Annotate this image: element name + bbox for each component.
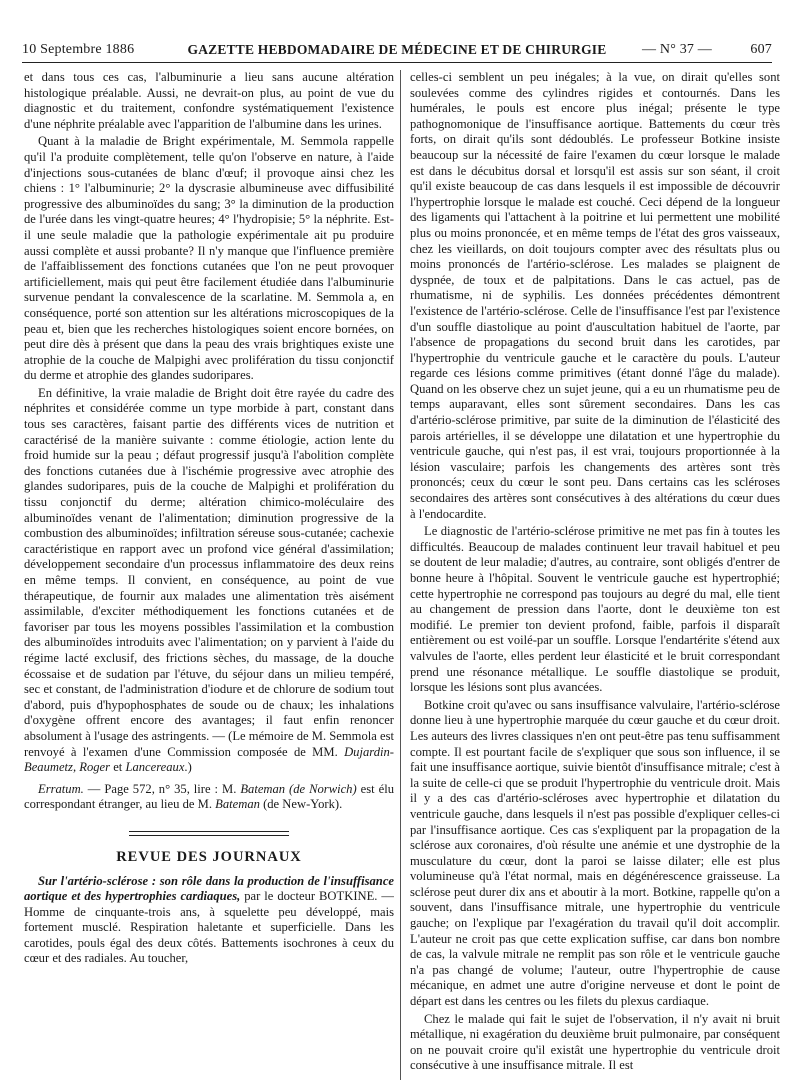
- page-header: [22, 40, 772, 63]
- section-separator: [129, 831, 289, 836]
- article-intro: [24, 874, 394, 968]
- paragraph-3-end: .): [184, 760, 192, 775]
- issue-number: — N° 37 —: [641, 42, 712, 57]
- article-intro-text: par le docteur BOTKINE. — Homme de cinquante-trois ans, à squelette peu développé, mais fortement musclé. Respiration haletante et superficielle. Dans les carotides, pouls égal des deux côtés. Battements isochrones à ceux du cœur et des radiales. Au toucher,: [24, 889, 394, 966]
- left-paragraph-1: et dans tous ces cas, l'albuminurie a lieu sans aucune altération histologique préalable. Aussi, ne devrait-on plus, au point de vue du diagnostic et du traitement, confondre systématiquement l'existence d'une néphrite préalable avec l'apparition de l'albumine dans les urines.: [24, 70, 394, 131]
- erratum-mid: est élu correspondant étranger, au lieu de M.: [24, 781, 394, 812]
- erratum-paragraph: [24, 782, 394, 813]
- left-column: [24, 70, 394, 1082]
- and-text: et: [110, 760, 126, 775]
- journal-title: GAZETTE HEBDOMADAIRE DE MÉDECINE ET DE CHIRURGIE: [187, 42, 607, 57]
- section-title: REVUE DES JOURNAUX: [116, 848, 302, 865]
- left-paragraph-3: [24, 386, 394, 776]
- erratum-name-1: Bateman (de Norwich): [240, 781, 357, 796]
- column-divider: [400, 70, 401, 1080]
- right-paragraph-4: Chez le malade qui fait le sujet de l'observation, il n'y avait ni bruit métallique, ni exagération du deuxième bruit pulmonaire, par conséquent on ne pouvait croire qu'il existât une hypertrophie du ventricule droit consécutive à une insuffisance mitrale. Il est: [410, 1011, 780, 1073]
- right-column: [410, 70, 780, 1082]
- left-paragraph-2: Quant à la maladie de Bright expérimentale, M. Semmola rappelle qu'il l'a produite complètement, telle qu'on l'observe en nature, à l'aide d'injections sous-cutanées de blanc d'œuf; il provoque ainsi chez les chiens : 1° l'albuminurie; 2° la dyscrasie albumineuse avec diffusibilité progressive des albuminoïdes du sang; 3° la diminution de la production de l'urée dans les vingt-quatre heures; 4° l'hydropisie; 5° la néphrite. Est-il une seule maladie que la pathologie expérimentale ait pu produire aussi complète et aussi probante? Il n'y manque que l'influence première de l'affaiblissement des fonctions cutanées que l'on ne peut provoquer artificiellement, mais qui peut être facilement étudiée dans l'albuminurie survenue pendant la convalescence de la scarlatine. M. Semmola a, en conséquence, porté son attention sur les altérations microscopiques de la peau et, bien que les recherches histologiques soient encore bornées, on peut dire dès à présent que dans la peau des vrais brightiques existe une atrophie de la couche de Malpighi avec prolifération du tissu conjonctif du derme et atrophie des glandes sudoripares.: [24, 134, 394, 383]
- erratum-name-2: Bateman: [215, 797, 260, 812]
- erratum-end: (de New-York).: [259, 797, 343, 812]
- paragraph-3-text: En définitive, la vraie maladie de Bright doit être rayée du cadre des néphrites et considérée comme un type morbide à part, constant dans tous ses caractères, faisant partie des différents vices de nutrition et caractérisé de la manière suivante : comme étiologie, action lente du froid humide sur la peau ; défaut progressif jusqu'à l'abolition complète des fonctions cutanées due à l'ischémie progressive avec atrophie des glandes sudoripares, puis de la couche de Malpighi et prolifération du tissu conjonctif du derme; altération chimico-moléculaire des albuminoïdes venant de l'alimentation; diminution progressive de la combustion des albuminoïdes; infiltration séreuse sous-cutanée; cachexie caractéristique en rapport avec un profond vice général d'assimilation; développement secondaire d'un processus inflammatoire des deux reins en même temps. Il convient, en conséquence, au point de vue thérapeutique, de fournir aux malades une alimentation très aisément assimilable, d'exciter méthodiquement les fonctions cutanées et de favoriser par tous les moyens possibles l'assimilation et la combustion des albuminoïdes introduits avec l'alimentation; on y parvient à l'aide du régime lacté exclusif, des frictions sèches, du massage, de la douche écossaise et de sudation par l'étuve, du séjour dans un milieu tempéré, sec et constant, de l'administration d'iodure et de chlorure de sodium tout d'abord, puis d'hypophosphates de soude ou de chaux; les inhalations d'oxygène offrent encore des avantages; il faut enfin renoncer absolument à l'usage des astringents. — (Le mémoire de M. Semmola est renvoyé à l'examen d'une Commission composée de MM.: [24, 385, 394, 759]
- right-paragraph-1: celles-ci semblent un peu inégales; à la vue, on dirait qu'elles sont soulevées comme des cylindres rigides et contournés. Dans les humérales, le pouls est encore plus inégal; présente le type pathognomonique de l'insuffisance aortique. Battements du cœur très forts, on dirait qu'ils sont dédoublés. Le professeur Botkine insiste beaucoup sur la nécessité de faire l'examen du cœur lorsque le malade est dans le décubitus dorsal et lorsqu'il est assis sur son séant, il croit qu'il existe beaucoup de cas dans lesquels il est impossible de découvrir l'hypertrophie lorsque le malade est couché. Ceci dépend de la longueur des ligaments qui l'attachent à la poitrine et lui permettent une mobilité plus ou moins prononcée, et en même temps de l'état des gros vaisseaux, chez les vieillards, on doit toujours compter avec des résultats plus ou moins prononcés de l'artério-sclérose. Les malades se plaignent de dyspnée, de toux et de palpitations. Dans le cas actuel, pas de rhumatisme, ni de syphilis. Les données précédentes démontrent l'existence de l'artério-sclérose. Celle de l'insuffisance l'est par l'existence d'un souffle diastolique au point d'auscultation habituel de l'aorte, par l'absence de propagations du second bruit dans les carotides, par l'hypertrophie du ventricule gauche et le caractère du pouls. L'auteur regarde ces lésions comme primitives (étant donné l'âge du malade). Quand on les observe chez un sujet jeune, qui a eu un rhumatisme peu de temps auparavant, elles sont sûrement secondaires. Dans les cas d'artério-sclérose primitive, par suite de la diminution de l'élasticité des parois artérielles, il se développe une dilatation et une hypertrophie du ventricule gauche, qui n'est pas, il est vrai, toujours proportionnée à la lésion vasculaire; parfois les changements des artères sont très prononcés; ceux du cœur le sont peu. Dans certains cas les scléroses secondaires des artères sont consécutives à des altérations du cœur dues à l'endocardite.: [410, 70, 780, 521]
- erratum-label: Erratum.: [38, 781, 84, 796]
- article-title: Sur l'artério-sclérose : son rôle dans la production de l'insuffisance aortique et des hypertrophies cardiaques,: [24, 873, 394, 904]
- page-number: 607: [750, 42, 772, 57]
- right-paragraph-2: Le diagnostic de l'artério-sclérose primitive ne met pas fin à toutes les difficultés. Beaucoup de malades continuent leur travail habituel et peu se doutent de leur maladie; d'autres, au contraire, sont obligés d'entrer de bonne heure à l'hôpital. Souvent le ventricule gauche est hypertrophié; cette hypertrophie ne correspond pas toujours au degré du mal, elle tient au changement de pression dans l'aorte, dont le deuxième ton est modifié. Le premier ton devient profond, faible, parfois il disparaît entièrement ou est voilé-par un souffle. Lorsque l'endartérite s'étend aux valvules de l'aorte, elles perdent leur élasticité et le bruit correspondant prend une résonance métallique. Le souffle diastolique se produit, lorsque les lésions sont plus avancées.: [410, 524, 780, 695]
- header-date: 10 Septembre 1886: [22, 42, 135, 57]
- right-paragraph-3: Botkine croit qu'avec ou sans insuffisance valvulaire, l'artério-sclérose donne lieu à une hypertrophie marquée du cœur gauche et du cœur droit. Les auteurs des livres classiques n'en ont peut-être pas tenu suffisamment compte. Il est pourtant facile de s'expliquer que sous son influence, il se fait une insuffisance aortique, suivie bientôt d'insuffisance mitrale; c'est à la suite de celle-ci que se produit l'hypertrophie du ventricule droit. Mais il y a des cas d'artério-scléroses avec hypertrophie et dilatation du ventricule gauche, dans lesquels il n'est pas possible d'expliquer celles-ci par l'insuffisance aortique. Ces cas s'expliquent par la propagation de la sclérose aux coronaires, d'où résulte une anémie et une dystrophie de la musculature du cœur, dont la paroi se laisse dilater; elle est plus volumineuse qu'à l'état normal, mais en dégénérescence graisseuse. La sclérose peut durer dix ans et aboutir à la mort. Botkine, rappelle qu'on a souvent, dans l'insuffisance mitrale, une hypertrophie du ventricule gauche; on l'explique par l'exagération du travail qu'il doit accomplir. L'auteur ne croit pas que cette explication suffise, car dans bon nombre de cas, la valvule mitrale ne remplit pas son rôle et le ventricule gauche n'a pas changé de volume; l'auteur, outre l'hypertrophie de cause mécanique, en admet une autre d'origine nerveuse et dont le point de départ est dans les centres ou les filets du plexus cardiaque.: [410, 697, 780, 1009]
- commission-names: Dujardin-Beaumetz, Roger: [24, 744, 394, 775]
- erratum-text: — Page 572, n° 35, lire : M.: [83, 781, 241, 796]
- commission-name-2: Lancereaux: [125, 760, 185, 775]
